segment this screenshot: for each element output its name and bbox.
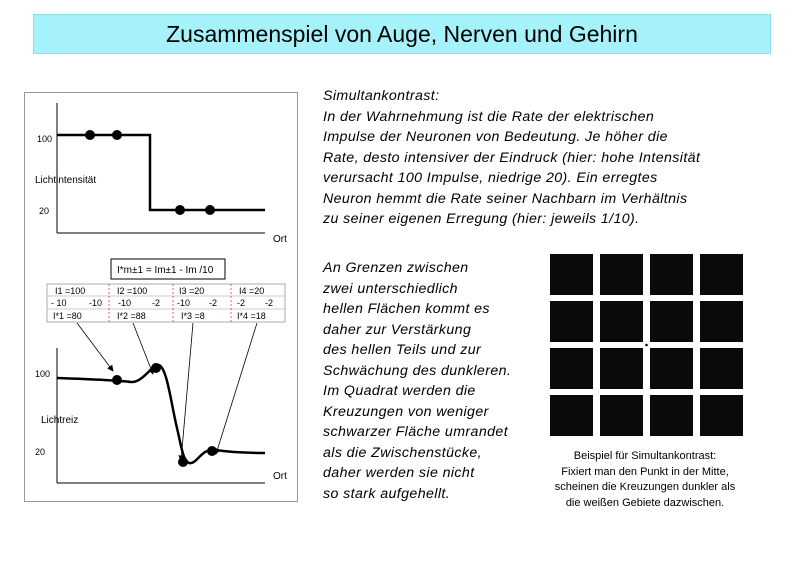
top-point-4 — [205, 205, 215, 215]
bottom-ylabel: Lichtreiz — [41, 415, 79, 426]
arrow-2 — [133, 323, 153, 374]
bottom-point-1 — [112, 375, 122, 385]
intro-line: verursacht 100 Impulse, niedrige 20). Ein erregtes — [323, 170, 658, 186]
explanation-line: zwei unterschiedlich — [323, 280, 458, 297]
top-xlabel: Ort — [273, 234, 287, 245]
lateral-inhibition-figure — [24, 92, 298, 502]
caption-line: die weißen Gebiete dazwischen. — [565, 496, 725, 509]
intro-line: In der Wahrnehmung ist die Rate der elektrischen — [323, 108, 655, 125]
bottom-mach-curve — [57, 365, 265, 463]
top-ylabel: Lichtintensität — [35, 175, 97, 186]
top-point-2 — [112, 130, 122, 140]
top-point-3 — [175, 205, 185, 215]
table-r2-c5: -10 — [177, 298, 191, 308]
title-bar — [33, 14, 771, 54]
bottom-point-3 — [178, 457, 188, 467]
table-r3-c1: I*1 =80 — [53, 311, 82, 321]
intro-heading: Simultankontrast: — [323, 88, 440, 104]
explanation-line: so stark aufgehellt. — [323, 485, 451, 502]
caption-line: Fixiert man den Punkt in der Mitte, — [561, 465, 729, 478]
explanation-line: Kreuzungen von weniger — [323, 403, 489, 420]
bottom-point-4 — [207, 446, 217, 456]
explanation-line: Im Quadrat werden die — [323, 383, 476, 399]
figure-svg — [25, 93, 299, 503]
table-r3-c2: I*2 =88 — [117, 311, 146, 321]
explanation-line: daher zur Verstärkung — [323, 321, 472, 338]
illusion-caption — [530, 449, 760, 511]
caption-line: Beispiel für Simultankontrast: — [573, 450, 717, 462]
border-explanation — [323, 258, 563, 504]
intro-line: Neuron hemmt die Rate seiner Nachbarn im Verhältnis — [323, 190, 688, 207]
table-r2-c3: -10 — [118, 298, 132, 308]
intro-line: zu seiner eigenen Erregung (hier: jeweils 1/10). — [323, 211, 640, 227]
table-r2-c2: -10 — [89, 298, 103, 308]
table-r3-c3: I*3 =8 — [181, 311, 205, 321]
bottom-tick-20: 20 — [35, 447, 46, 457]
intro-line: Impulse der Neuronen von Bedeutung. Je höher die — [323, 129, 668, 145]
table-r2-c4: -2 — [152, 298, 161, 308]
arrow-3 — [181, 323, 193, 461]
table-r2-c8: -2 — [265, 298, 274, 308]
table-r2-c7: -2 — [237, 298, 246, 308]
fixation-point — [645, 344, 648, 347]
bottom-point-2 — [151, 363, 161, 373]
top-step-curve — [57, 135, 265, 210]
explanation-line: als die Zwischenstücke, — [323, 444, 483, 461]
explanation-line: Schwächung des dunkleren. — [323, 362, 512, 379]
top-point-1 — [85, 130, 95, 140]
explanation-line: An Grenzen zwischen — [323, 260, 469, 276]
table-r1-c3: I3 =20 — [179, 286, 205, 296]
explanation-line: des hellen Teils und zur — [323, 342, 482, 358]
page-title: Zusammenspiel von Auge, Nerven und Gehirn — [166, 20, 638, 47]
top-tick-20: 20 — [39, 206, 50, 216]
table-r2-c1: - 10 — [51, 298, 67, 308]
hermann-grid-illusion — [548, 252, 748, 444]
bottom-xlabel: Ort — [273, 471, 287, 482]
explanation-line: hellen Flächen kommt es — [323, 301, 490, 317]
table-r3-c4: I*4 =18 — [237, 311, 266, 321]
explanation-line: schwarzer Fläche umrandet — [323, 424, 509, 440]
table-r1-c1: I1 =100 — [55, 286, 86, 296]
formula: I*m±1 = Im±1 - Im /10 — [117, 265, 214, 276]
arrow-4 — [216, 323, 257, 454]
table-r1-c4: I4 =20 — [239, 286, 265, 296]
hermann-grid-svg — [548, 252, 748, 444]
top-tick-100: 100 — [37, 134, 53, 144]
explanation-line: daher werden sie nicht — [323, 465, 475, 481]
simultaneous-contrast-intro — [323, 86, 773, 230]
caption-line: scheinen die Kreuzungen dunkler als — [554, 481, 736, 493]
table-r1-c2: I2 =100 — [117, 286, 148, 296]
intro-line: Rate, desto intensiver der Eindruck (hier: hohe Intensität — [323, 149, 701, 166]
bottom-tick-100: 100 — [35, 369, 51, 379]
table-r2-c6: -2 — [209, 298, 218, 308]
arrow-1 — [77, 323, 113, 371]
